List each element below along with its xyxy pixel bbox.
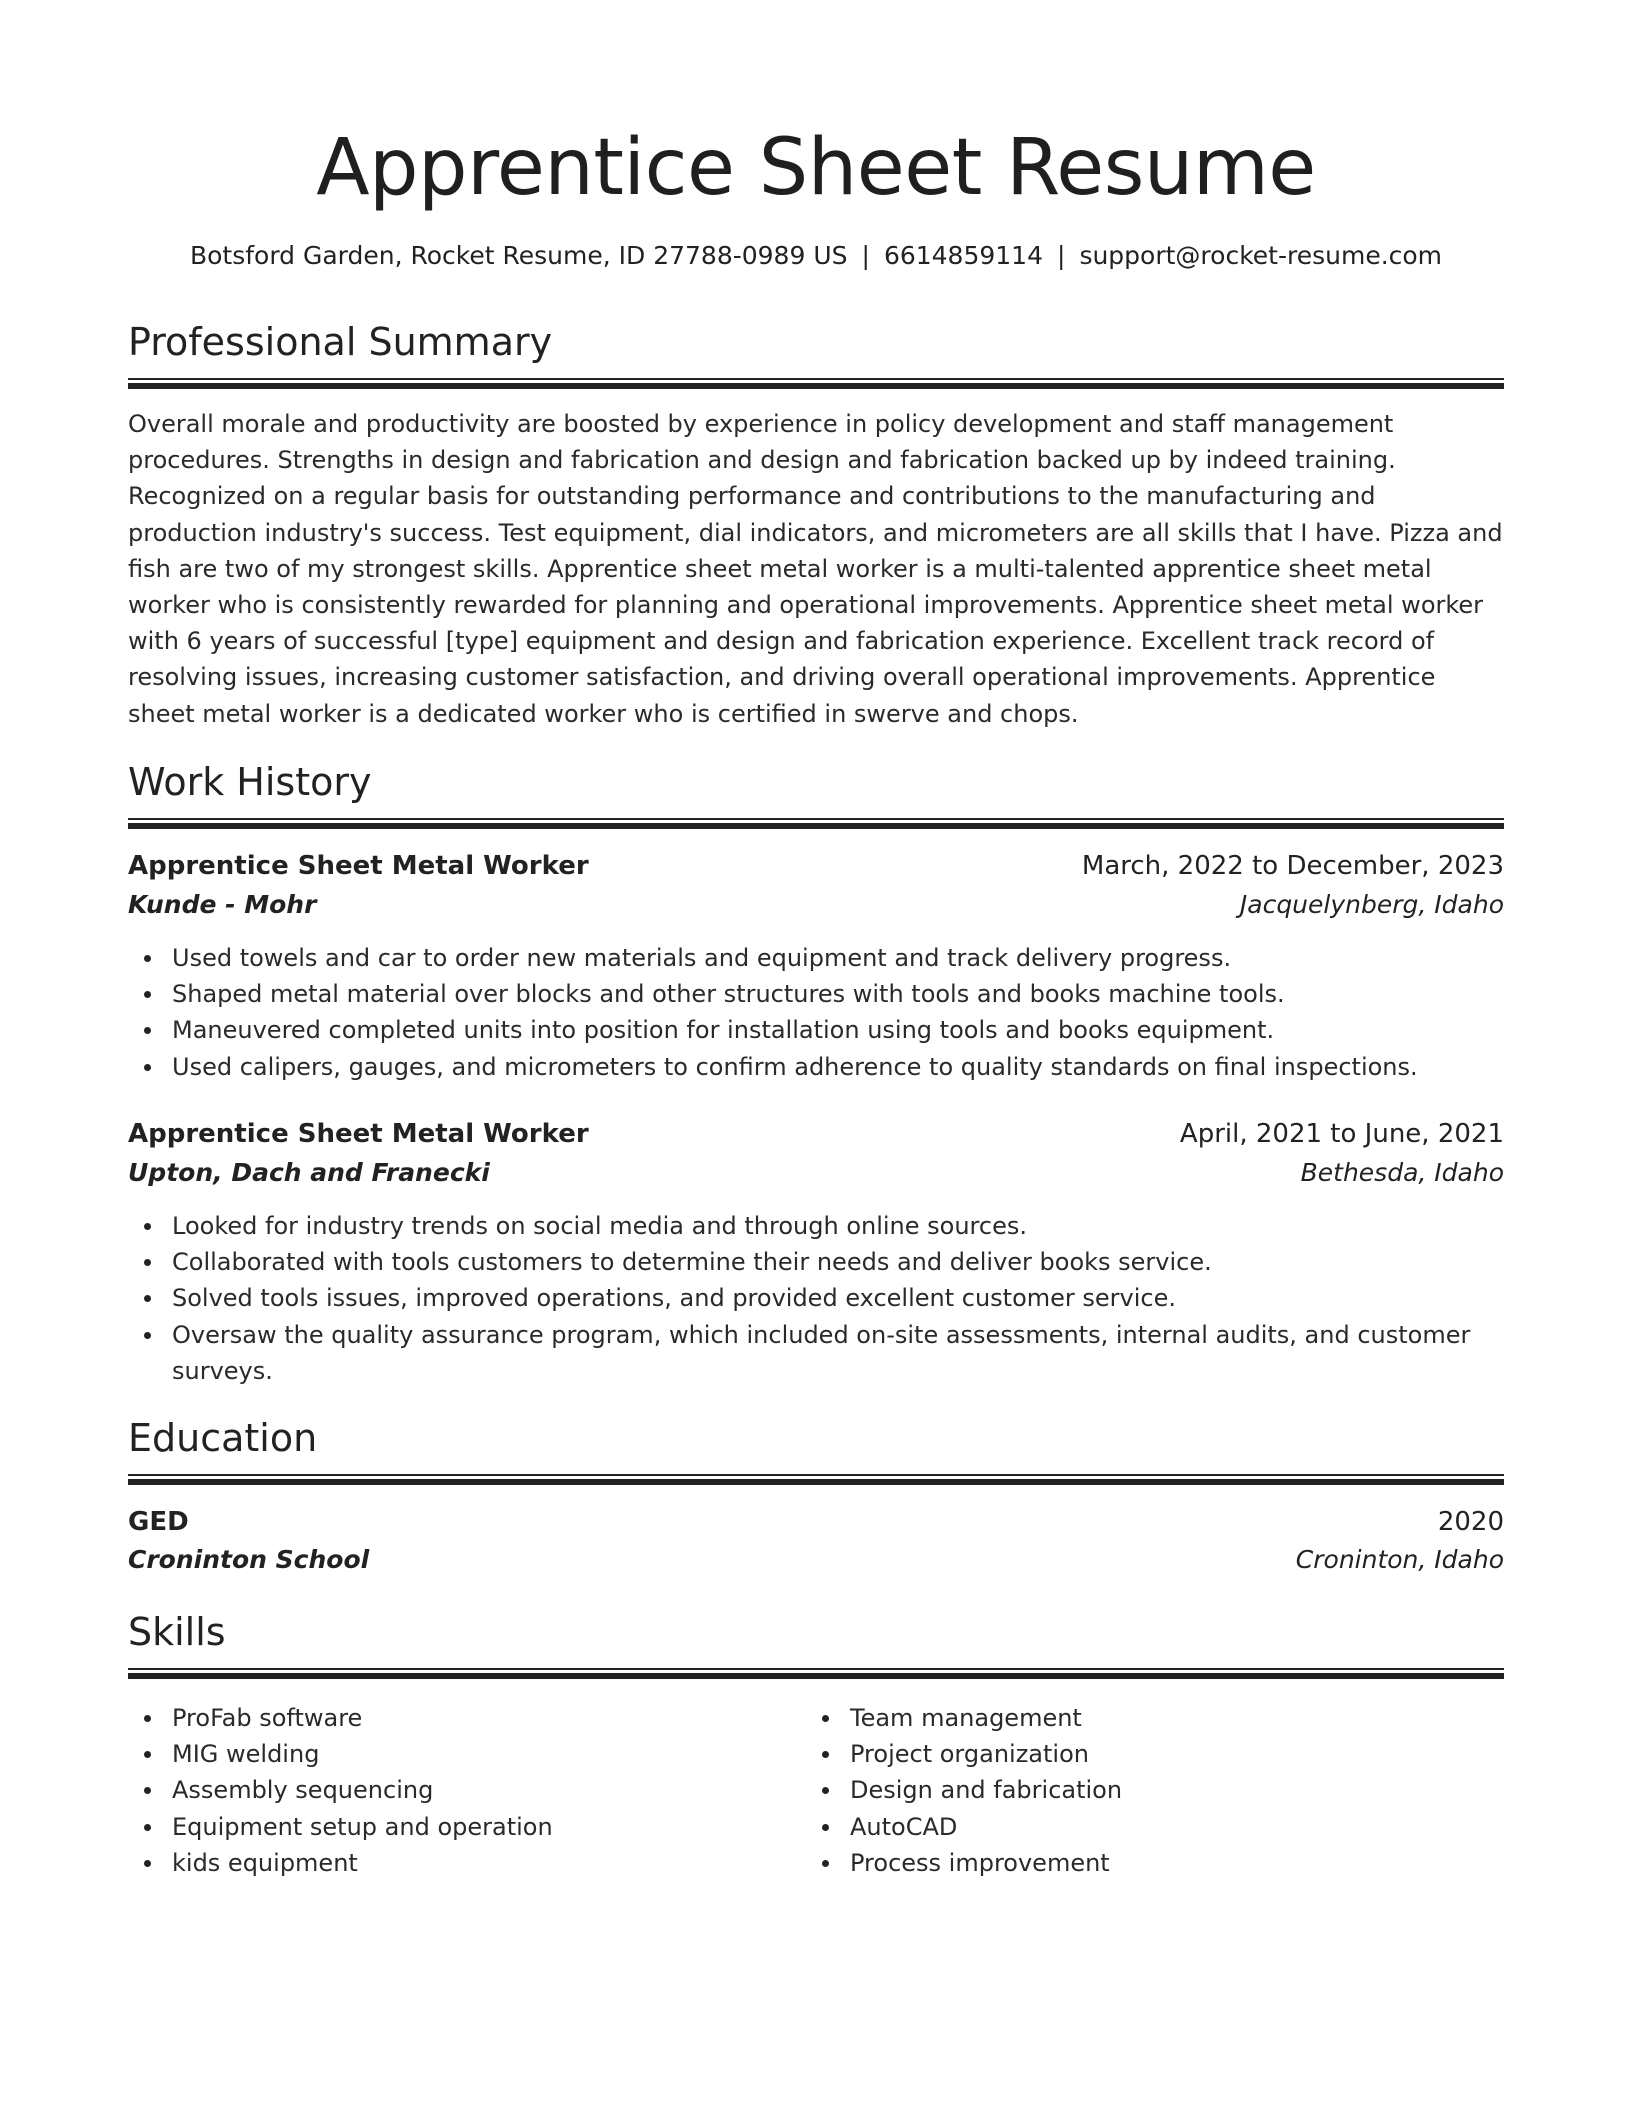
candidate-name: Apprentice Sheet Resume: [316, 123, 1316, 213]
skill-item: Equipment setup and operation: [128, 1809, 1504, 1845]
job-title: Apprentice Sheet Metal Worker: [128, 1119, 589, 1149]
skill-item: kids equipment: [128, 1845, 1504, 1881]
job-title: Apprentice Sheet Metal Worker: [128, 851, 589, 881]
list-item: Looked for industry trends on social media and through online sources.: [128, 1208, 1504, 1244]
list-item: Used calipers, gauges, and micrometers to confirm adherence to quality standards on final inspections.: [128, 1049, 1504, 1085]
education-heading: Education: [128, 1416, 318, 1460]
section-divider: [128, 378, 1504, 388]
summary-heading: Professional Summary: [128, 320, 553, 364]
skills-list-right: [806, 1700, 1632, 1881]
skills-heading: Skills: [128, 1610, 226, 1654]
job-location: Jacquelynberg, Idaho: [1239, 890, 1504, 919]
skill-item: Assembly sequencing: [128, 1772, 1504, 1808]
contact-address: Botsford Garden, Rocket Resume, ID 27788-0989 US: [189, 241, 848, 270]
skill-item: Team management: [806, 1700, 1632, 1736]
section-divider: [128, 1474, 1504, 1484]
job-bullet-list: [128, 940, 1504, 1085]
job-dates: April, 2021 to June, 2021: [1179, 1119, 1504, 1149]
list-item: Collaborated with tools customers to determine their needs and deliver books service.: [128, 1244, 1504, 1280]
job-subheader: [128, 1155, 1504, 1191]
contact-separator: |: [1057, 241, 1066, 270]
education-year: 2020: [1437, 1507, 1504, 1537]
list-item: Used towels and car to order new materials and equipment and track delivery progress.: [128, 940, 1504, 976]
list-item: Maneuvered completed units into position for installation using tools and books equipment.: [128, 1012, 1504, 1048]
list-item: Oversaw the quality assurance program, which included on-site assessments, internal audits, and customer surveys.: [128, 1317, 1504, 1389]
job-dates: March, 2022 to December, 2023: [1081, 851, 1504, 881]
skill-item: Process improvement: [806, 1845, 1632, 1881]
skill-item: AutoCAD: [806, 1809, 1632, 1845]
skill-item: Project organization: [806, 1736, 1632, 1772]
summary-text: Overall morale and productivity are boosted by experience in policy development and staff management procedures. Strengths in design and fabrication and design and fabrication backed up by indeed training. Recognized on a regular basis for outstanding performance and contributions to the manufacturing and production industry's success. Test equipment, dial indicators, and micrometers are all skills that I have. Pizza and fish are two of my strongest skills. Apprentice sheet metal worker is a multi-talented apprentice sheet metal worker who is consistently rewarded for planning and operational improvements. Apprentice sheet metal worker with 6 years of successful [type] equipment and design and fabrication experience. Excellent track record of resolving issues, increasing customer satisfaction, and driving overall operational improvements. Apprentice sheet metal worker is a dedicated worker who is certified in swerve and chops.: [128, 410, 1503, 728]
education-school: Croninton School: [128, 1545, 370, 1574]
contact-email: support@rocket-resume.com: [1079, 241, 1443, 270]
job-bullet-list: [128, 1208, 1504, 1389]
education-degree: GED: [128, 1507, 189, 1537]
skill-item: MIG welding: [128, 1736, 1504, 1772]
job-header: [128, 1116, 1504, 1152]
work-history-heading: Work History: [128, 760, 372, 804]
contact-phone: 6614859114: [883, 241, 1043, 270]
job-location: Bethesda, Idaho: [1300, 1158, 1504, 1187]
section-divider: [128, 818, 1504, 828]
skill-item: Design and fabrication: [806, 1772, 1632, 1808]
job-header: [128, 848, 1504, 884]
list-item: Solved tools issues, improved operations, and provided excellent customer service.: [128, 1280, 1504, 1316]
contact-line: [128, 238, 1504, 274]
list-item: Shaped metal material over blocks and other structures with tools and books machine tools.: [128, 976, 1504, 1012]
education-subheader: [128, 1542, 1504, 1578]
education-location: Croninton, Idaho: [1295, 1545, 1504, 1574]
education-header: [128, 1504, 1504, 1540]
job-company: Upton, Dach and Franecki: [128, 1158, 490, 1187]
job-company: Kunde - Mohr: [128, 890, 317, 919]
section-divider: [128, 1668, 1504, 1678]
contact-separator: |: [861, 241, 870, 270]
job-subheader: [128, 887, 1504, 923]
skill-item: ProFab software: [128, 1700, 1504, 1736]
